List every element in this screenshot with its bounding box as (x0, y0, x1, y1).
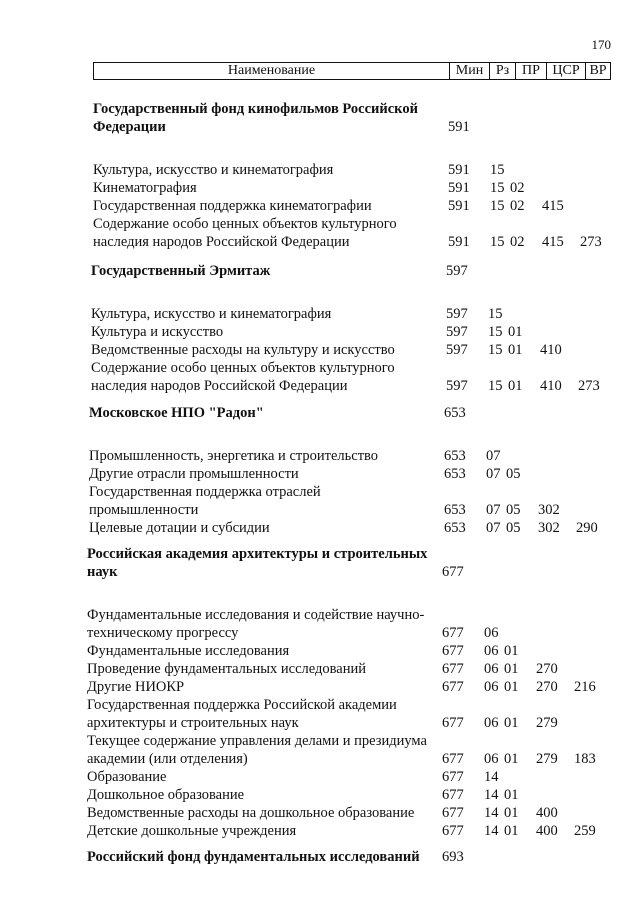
budget-row (0, 197, 640, 215)
min-code: 677 (442, 643, 464, 659)
item-name: наследия народов Российской Федерации (91, 378, 348, 394)
item-name: Кинематография (93, 180, 197, 196)
pr-code: 01 (508, 324, 523, 340)
pr-code: 01 (504, 805, 519, 821)
budget-row (0, 732, 640, 750)
rz-code: 14 (484, 823, 499, 839)
item-name: академии (или отделения) (87, 751, 248, 767)
item-name: Ведомственные расходы на дошкольное образование (87, 805, 415, 821)
csr-code: 302 (538, 520, 560, 536)
organization-name: наук (87, 564, 118, 580)
budget-row (0, 215, 640, 233)
organization-name: Государственный Эрмитаж (91, 263, 271, 279)
pr-code: 05 (506, 502, 521, 518)
min-code: 597 (446, 306, 468, 322)
min-code: 677 (442, 625, 464, 641)
rz-code: 15 (490, 234, 505, 250)
item-name: Государственная поддержка отраслей (89, 484, 321, 500)
organization-heading-row (0, 100, 640, 118)
rz-code: 07 (486, 448, 501, 464)
rz-code: 14 (484, 769, 499, 785)
min-code: 653 (444, 502, 466, 518)
vr-code: 290 (576, 520, 598, 536)
min-code: 677 (442, 805, 464, 821)
item-name: промышленности (89, 502, 199, 518)
min-code: 653 (444, 466, 466, 482)
item-name: Промышленность, энергетика и строительство (89, 448, 379, 464)
item-name: Детские дошкольные учреждения (87, 823, 297, 839)
item-name: Текущее содержание управления делами и президиума (87, 733, 427, 749)
min-code: 591 (448, 234, 470, 250)
vr-code: 259 (574, 823, 596, 839)
csr-code: 415 (542, 234, 564, 250)
min-code: 677 (442, 823, 464, 839)
pr-code: 05 (506, 466, 521, 482)
budget-row (0, 323, 640, 341)
min-code: 677 (442, 751, 464, 767)
csr-code: 270 (536, 661, 558, 677)
csr-code: 270 (536, 679, 558, 695)
vr-code: 183 (574, 751, 596, 767)
budget-row (0, 678, 640, 696)
min-code: 597 (446, 263, 468, 279)
rz-code: 07 (486, 502, 501, 518)
item-name: Фундаментальные исследования (87, 643, 290, 659)
min-code: 597 (446, 324, 468, 340)
item-name: Государственная поддержка Российской академии (87, 697, 397, 713)
header-rz: Рз (489, 63, 515, 79)
min-code: 591 (448, 198, 470, 214)
item-name: Фундаментальные исследования и содействие научно- (87, 607, 425, 623)
item-name: Целевые дотации и субсидии (89, 520, 270, 536)
budget-row (0, 179, 640, 197)
min-code: 693 (442, 849, 464, 865)
csr-code: 279 (536, 715, 558, 731)
min-code: 597 (446, 342, 468, 358)
rz-code: 06 (484, 679, 499, 695)
rz-code: 06 (484, 661, 499, 677)
budget-row (0, 465, 640, 483)
header-name: Наименование (227, 63, 316, 78)
page-number: 170 (591, 37, 611, 52)
min-code: 677 (442, 715, 464, 731)
organization-heading-row (0, 563, 640, 581)
pr-code: 01 (508, 378, 523, 394)
item-name: Государственная поддержка кинематографии (93, 198, 372, 214)
budget-row (0, 768, 640, 786)
organization-heading-row (0, 262, 640, 280)
rz-code: 15 (488, 378, 503, 394)
vr-code: 273 (580, 234, 602, 250)
rz-code: 14 (484, 805, 499, 821)
item-name: архитектуры и строительных наук (87, 715, 299, 731)
csr-code: 400 (536, 823, 558, 839)
item-name: техническому прогрессу (87, 625, 239, 641)
budget-row (0, 696, 640, 714)
item-name: Другие НИОКР (87, 679, 185, 695)
header-min: Мин (449, 63, 489, 79)
organization-heading-row (0, 118, 640, 136)
budget-row (0, 750, 640, 768)
min-code: 653 (444, 520, 466, 536)
header-csr: ЦСР (546, 63, 585, 79)
item-name: Дошкольное образование (87, 787, 245, 803)
csr-code: 302 (538, 502, 560, 518)
rz-code: 15 (490, 198, 505, 214)
budget-row (0, 377, 640, 395)
rz-code: 07 (486, 520, 501, 536)
item-name: Культура и искусство (91, 324, 224, 340)
min-code: 677 (442, 661, 464, 677)
pr-code: 05 (506, 520, 521, 536)
rz-code: 06 (484, 643, 499, 659)
budget-row (0, 786, 640, 804)
pr-code: 01 (504, 715, 519, 731)
rz-code: 15 (490, 180, 505, 196)
min-code: 677 (442, 564, 464, 580)
pr-code: 01 (504, 751, 519, 767)
min-code: 597 (446, 378, 468, 394)
pr-code: 01 (504, 679, 519, 695)
min-code: 591 (448, 180, 470, 196)
item-name: Культура, искусство и кинематография (93, 162, 334, 178)
pr-code: 01 (504, 661, 519, 677)
csr-code: 410 (540, 342, 562, 358)
budget-row (0, 341, 640, 359)
budget-row (0, 447, 640, 465)
pr-code: 02 (510, 234, 525, 250)
pr-code: 01 (504, 823, 519, 839)
budget-row (0, 606, 640, 624)
rz-code: 06 (484, 625, 499, 641)
pr-code: 02 (510, 180, 525, 196)
organization-heading-row (0, 545, 640, 563)
budget-row (0, 305, 640, 323)
csr-code: 410 (540, 378, 562, 394)
rz-code: 14 (484, 787, 499, 803)
pr-code: 02 (510, 198, 525, 214)
budget-row (0, 501, 640, 519)
budget-row (0, 161, 640, 179)
csr-code: 400 (536, 805, 558, 821)
item-name: Культура, искусство и кинематография (91, 306, 332, 322)
csr-code: 415 (542, 198, 564, 214)
item-name: Образование (87, 769, 167, 785)
organization-heading-row (0, 404, 640, 422)
organization-heading-row (0, 848, 640, 866)
min-code: 653 (444, 405, 466, 421)
min-code: 677 (442, 769, 464, 785)
item-name: Другие отрасли промышленности (89, 466, 299, 482)
budget-row (0, 660, 640, 678)
item-name: Ведомственные расходы на культуру и искусство (91, 342, 395, 358)
min-code: 677 (442, 679, 464, 695)
budget-row (0, 519, 640, 537)
pr-code: 01 (508, 342, 523, 358)
item-name: наследия народов Российской Федерации (93, 234, 350, 250)
vr-code: 216 (574, 679, 596, 695)
pr-code: 01 (504, 643, 519, 659)
rz-code: 07 (486, 466, 501, 482)
rz-code: 06 (484, 715, 499, 731)
budget-row (0, 822, 640, 840)
csr-code: 279 (536, 751, 558, 767)
pr-code: 01 (504, 787, 519, 803)
budget-row (0, 359, 640, 377)
organization-name: Государственный фонд кинофильмов Российской (93, 101, 418, 117)
budget-row (0, 233, 640, 251)
organization-name: Российский фонд фундаментальных исследований (87, 849, 420, 865)
item-name: Проведение фундаментальных исследований (87, 661, 367, 677)
budget-row (0, 642, 640, 660)
organization-name: Федерации (93, 119, 166, 135)
organization-name: Московское НПО "Радон" (89, 405, 264, 421)
min-code: 591 (448, 162, 470, 178)
min-code: 653 (444, 448, 466, 464)
header-pr: ПР (515, 63, 546, 79)
min-code: 591 (448, 119, 470, 135)
item-name: Содержание особо ценных объектов культурного (91, 360, 395, 376)
organization-name: Российская академия архитектуры и строительных (87, 546, 428, 562)
min-code: 677 (442, 787, 464, 803)
rz-code: 06 (484, 751, 499, 767)
vr-code: 273 (578, 378, 600, 394)
budget-row (0, 804, 640, 822)
budget-row (0, 483, 640, 501)
item-name: Содержание особо ценных объектов культурного (93, 216, 397, 232)
header-vr: ВР (585, 63, 610, 79)
rz-code: 15 (488, 342, 503, 358)
budget-row (0, 624, 640, 642)
rz-code: 15 (490, 162, 505, 178)
budget-row (0, 714, 640, 732)
rz-code: 15 (488, 306, 503, 322)
rz-code: 15 (488, 324, 503, 340)
